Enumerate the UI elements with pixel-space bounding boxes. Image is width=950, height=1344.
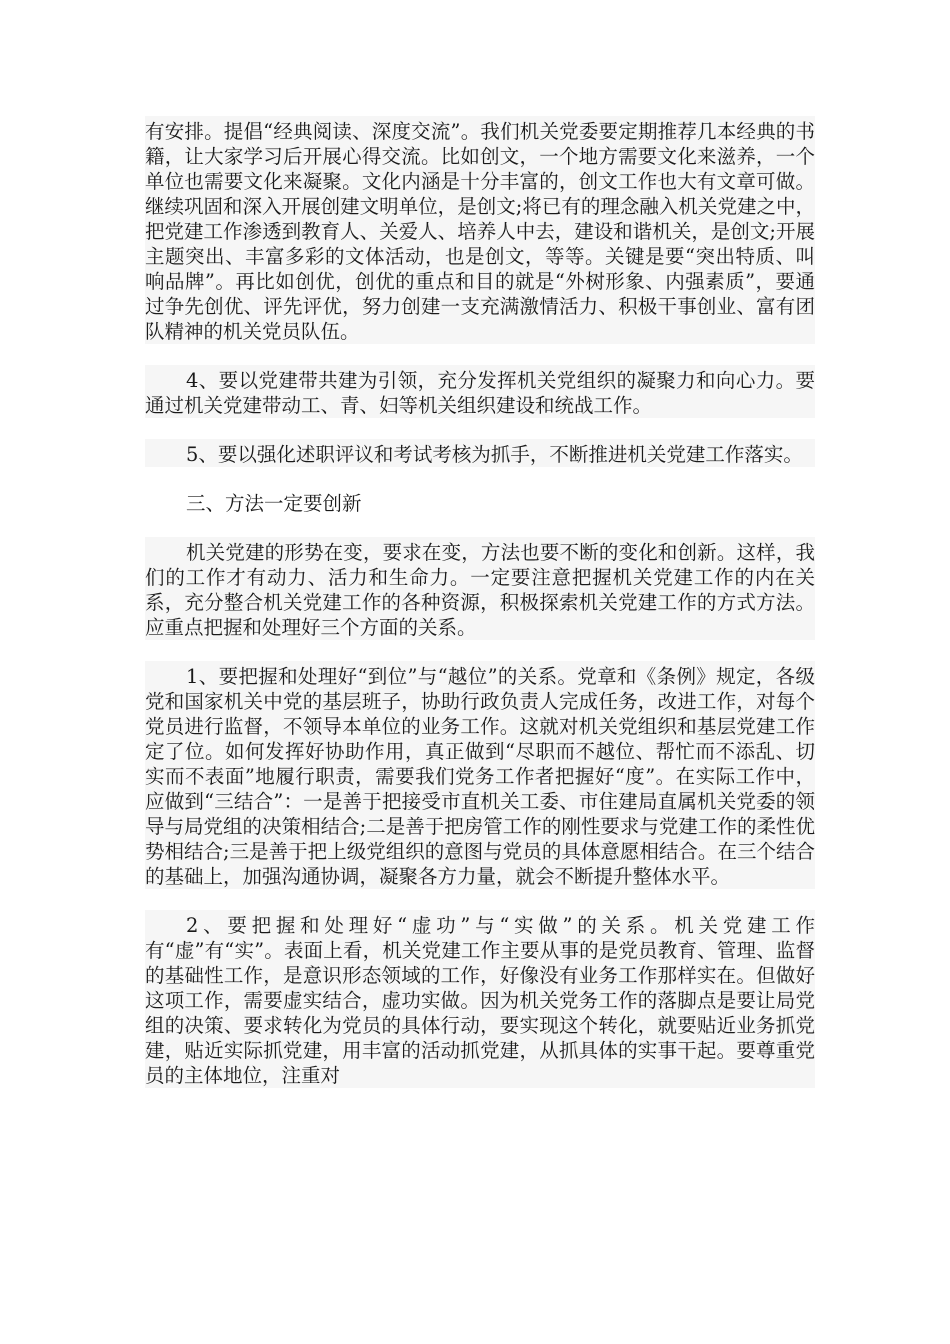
document-body — [145, 116, 815, 1109]
paragraph-point-1: 1、要把握和处理好“到位”与“越位”的关系。党章和《条例》规定，各级党和国家机关中党的基层班子，协助行政负责人完成任务，改进工作，对每个党员进行监督，不领导本单位的业务工作。这就对机关党组织和基层党建工作定了位。如何发挥好协助作用，真正做到“尽职而不越位、帮忙而不添乱、切实而不表面”地履行职责，需要我们党务工作者把握好“度”。在实际工作中，应做到“三结合”：一是善于把接受市直机关工委、市住建局直属机关党委的领导与局党组的决策相结合;二是善于把房管工作的刚性要求与党建工作的柔性优势相结合;三是善于把上级党组织的意图与党员的具体意愿相结合。在三个结合的基础上，加强沟通协调，凝聚各方力量，就会不断提升整体水平。 — [145, 661, 815, 889]
paragraph-point-5: 5、要以强化述职评议和考试考核为抓手，不断推进机关党建工作落实。 — [145, 439, 815, 467]
section-heading: 三、方法一定要创新 — [186, 492, 362, 515]
paragraph-intro: 机关党建的形势在变，要求在变，方法也要不断的变化和创新。这样，我们的工作才有动力、活力和生命力。一定要注意把握机关党建工作的内在关系，充分整合机关党建工作的各种资源，积极探索机关党建工作的方式方法。应重点把握和处理好三个方面的关系。 — [145, 537, 815, 640]
paragraph-point-4: 4、要以党建带共建为引领，充分发挥机关党组织的凝聚力和向心力。要通过机关党建带动工、青、妇等机关组织建设和统战工作。 — [145, 365, 815, 418]
paragraph-point-2: 2、要把握和处理好“虚功”与“实做”的关系。机关党建工作有“虚”有“实”。表面上看，机关党建工作主要从事的是党员教育、管理、监督的基础性工作，是意识形态领域的工作，好像没有业务工作那样实在。但做好这项工作，需要虚实结合，虚功实做。因为机关党务工作的落脚点是要让局党组的决策、要求转化为党员的具体行动，要实现这个转化，就要贴近业务抓党建，贴近实际抓党建，用丰富的活动抓党建，从抓具体的实事干起。要尊重党员的主体地位，注重对 — [145, 910, 815, 1088]
paragraph-continuation: 有安排。提倡“经典阅读、深度交流”。我们机关党委要定期推荐几本经典的书籍，让大家学习后开展心得交流。比如创文，一个地方需要文化来滋养，一个单位也需要文化来凝聚。文化内涵是十分丰富的，创文工作也大有文章可做。继续巩固和深入开展创建文明单位，是创文;将已有的理念融入机关党建之中，把党建工作渗透到教育人、关爱人、培养人中去，建设和谐机关，是创文;开展主题突出、丰富多彩的文体活动，也是创文，等等。关键是要“突出特质、叫响品牌”。再比如创优，创优的重点和目的就是“外树形象、内强素质”，要通过争先创优、评先评优，努力创建一支充满激情活力、积极干事创业、富有团队精神的机关党员队伍。 — [145, 116, 815, 344]
